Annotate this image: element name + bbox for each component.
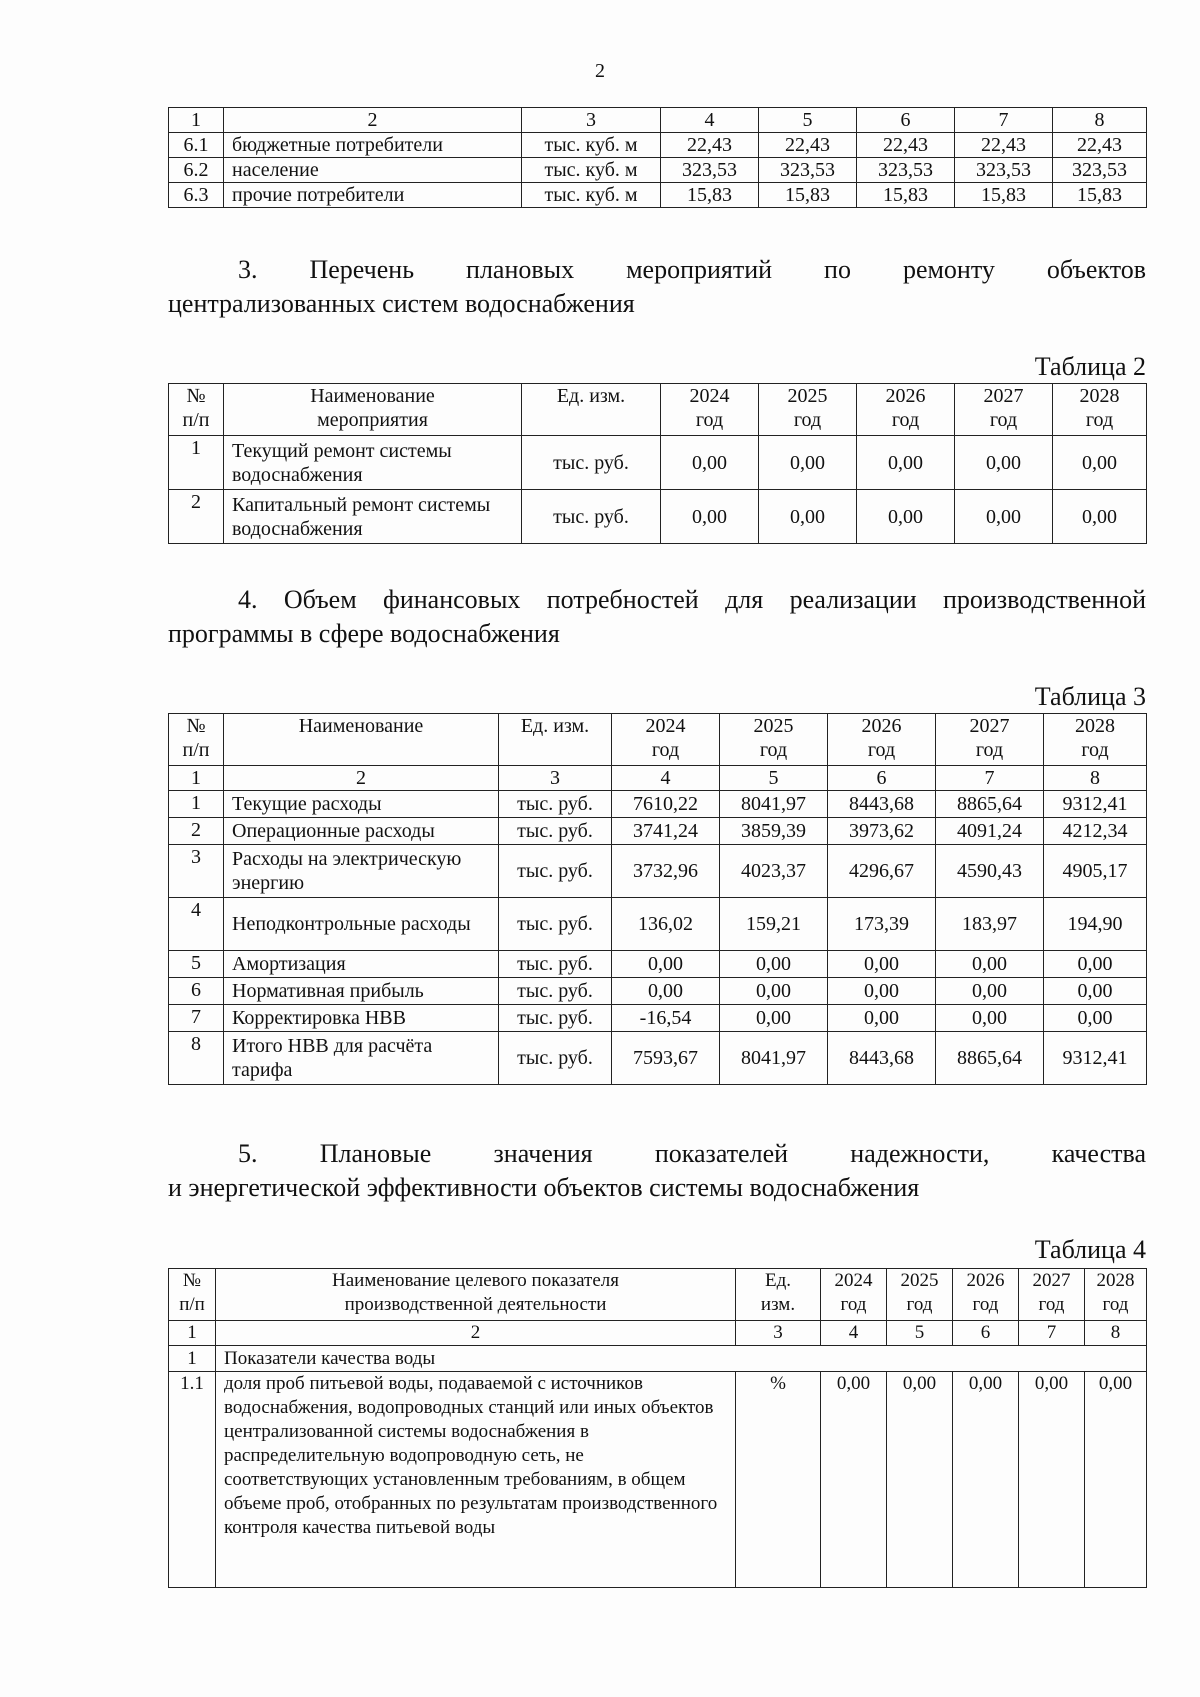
numbering-row [169,1321,1147,1346]
table-cell: 0,00 [887,1372,953,1588]
table-cell: 15,83 [759,183,857,208]
table-cell: 0,00 [955,490,1053,544]
table-cell: 4023,37 [720,845,828,898]
group-row [169,1346,1147,1372]
table-cell: 0,00 [612,978,720,1005]
table-cell: 8865,64 [936,791,1044,818]
table-cell: 0,00 [612,951,720,978]
table-cell: 323,53 [759,158,857,183]
row-name-cell: население [224,158,522,183]
table-cell: 0,00 [1019,1372,1085,1588]
table-cell: 4091,24 [936,818,1044,845]
row-number-cell: 1 [169,791,224,818]
row-name-cell: Текущий ремонт системы водоснабжения [224,436,522,490]
table-cell: 8 [1053,108,1147,133]
table-cell: 0,00 [1044,1005,1147,1032]
table-cell: 3732,96 [612,845,720,898]
header-row [169,714,1147,766]
table-cell: 0,00 [828,951,936,978]
row-number-cell: 2 [169,490,224,544]
row-number-cell: 1 [169,1346,216,1372]
table-cell: % [736,1372,821,1588]
column-header: Ед. изм. [499,714,612,766]
column-header: 2027 год [936,714,1044,766]
table-cell: 4905,17 [1044,845,1147,898]
column-header: 2024 год [612,714,720,766]
table-cell: 0,00 [857,490,955,544]
table-cell: тыс. руб. [499,951,612,978]
table-cell: 0,00 [1053,436,1147,490]
table-cell: 0,00 [661,436,759,490]
column-header: 2024 год [821,1269,887,1321]
table-cell: 8 [1044,766,1147,791]
table-cell: 7610,22 [612,791,720,818]
table-cell: тыс. руб. [499,791,612,818]
column-header: 2025 год [759,384,857,436]
row-number-cell: 7 [169,1005,224,1032]
table-cell: 0,00 [759,490,857,544]
table-cell: 0,00 [720,951,828,978]
table-cell: 3741,24 [612,818,720,845]
table-row [169,183,1147,208]
table-row [169,845,1147,898]
column-header: Ед. изм. [736,1269,821,1321]
table-row [169,818,1147,845]
table-cell: 2 [216,1321,736,1346]
table-cell: 8041,97 [720,1032,828,1085]
section-3-line-2: централизованных систем водоснабжения [168,289,635,318]
table-2 [168,383,1147,544]
section-5-line-2: и энергетической эффективности объектов системы водоснабжения [168,1173,920,1202]
row-name-cell: Амортизация [224,951,499,978]
table-cell: 194,90 [1044,898,1147,951]
table-row [169,951,1147,978]
column-header: 2025 год [887,1269,953,1321]
table-cell: 9312,41 [1044,791,1147,818]
row-number-cell: 6.2 [169,158,224,183]
table-cell: 3973,62 [828,818,936,845]
table-cell: 22,43 [1053,133,1147,158]
column-header: 2026 год [828,714,936,766]
table-row [169,436,1147,490]
row-name-cell: Расходы на электрическую энергию [224,845,499,898]
table-cell: 0,00 [1044,951,1147,978]
table-cell: 5 [720,766,828,791]
table-cell: 3 [499,766,612,791]
row-number-cell: 6.1 [169,133,224,158]
column-header: 2028 год [1044,714,1147,766]
row-number-cell: 8 [169,1032,224,1085]
row-number-cell: 1 [169,436,224,490]
table-cell: 15,83 [1053,183,1147,208]
column-header: Наименование мероприятия [224,384,522,436]
table-cell: 0,00 [1044,978,1147,1005]
row-name-cell: Операционные расходы [224,818,499,845]
row-number-cell: 4 [169,898,224,951]
table-1-continued [168,107,1147,208]
table-cell: 7 [1019,1321,1085,1346]
table-cell: 183,97 [936,898,1044,951]
table-cell: тыс. куб. м [522,158,661,183]
table-cell: тыс. куб. м [522,183,661,208]
section-5-line-1: 5. Плановые значения показателей надежности, качества [238,1139,1146,1168]
table-cell: тыс. руб. [499,1005,612,1032]
table-row [169,978,1147,1005]
table-cell: 159,21 [720,898,828,951]
column-header: Наименование [224,714,499,766]
row-name-cell: прочие потребители [224,183,522,208]
numbering-row [169,108,1147,133]
column-header: 2027 год [1019,1269,1085,1321]
row-name-cell: Текущие расходы [224,791,499,818]
table-cell: 136,02 [612,898,720,951]
table-cell: 8443,68 [828,791,936,818]
numbering-row [169,766,1147,791]
row-number-cell: 1 [169,766,224,791]
table-row [169,898,1147,951]
table-cell: 4296,67 [828,845,936,898]
table-cell: 4590,43 [936,845,1044,898]
table-cell: 0,00 [720,978,828,1005]
table-cell: 3859,39 [720,818,828,845]
header-row [169,384,1147,436]
row-name-cell: Капитальный ремонт системы водоснабжения [224,490,522,544]
column-header: 2026 год [857,384,955,436]
table-cell: 15,83 [955,183,1053,208]
table-cell: 7 [955,108,1053,133]
table-2-caption: Таблица 2 [1034,352,1146,381]
row-number-cell: 6.3 [169,183,224,208]
column-header: № п/п [169,384,224,436]
table-row [169,158,1147,183]
column-header: № п/п [169,1269,216,1321]
table-cell: 4212,34 [1044,818,1147,845]
column-header: Наименование целевого показателя производственной деятельности [216,1269,736,1321]
section-4-heading [168,583,1146,651]
row-name-cell: Итого НВВ для расчёта тарифа [224,1032,499,1085]
row-name-cell: бюджетные потребители [224,133,522,158]
group-title-cell: Показатели качества воды [216,1346,1147,1372]
row-number-cell: 6 [169,978,224,1005]
section-3-heading [168,253,1146,321]
table-cell: 0,00 [857,436,955,490]
table-cell: тыс. руб. [499,1032,612,1085]
row-number-cell: 1.1 [169,1372,216,1588]
table-cell: 0,00 [1053,490,1147,544]
table-cell: 22,43 [955,133,1053,158]
table-cell: 0,00 [759,436,857,490]
section-4-line-2: программы в сфере водоснабжения [168,619,560,648]
table-3 [168,713,1147,1085]
row-number-cell: 1 [169,108,224,133]
table-cell: 8041,97 [720,791,828,818]
column-header: 2026 год [953,1269,1019,1321]
table-cell: 4 [661,108,759,133]
row-name-cell: Корректировка НВВ [224,1005,499,1032]
table-cell: тыс. куб. м [522,133,661,158]
table-cell: 22,43 [857,133,955,158]
column-header: № п/п [169,714,224,766]
page-number: 2 [595,60,605,82]
table-cell: 6 [857,108,955,133]
section-4-line-1: 4. Объем финансовых потребностей для реализации производственной [238,585,1146,614]
table-cell: 0,00 [1085,1372,1147,1588]
table-cell: тыс. руб. [522,436,661,490]
table-row [169,1032,1147,1085]
table-cell: 8 [1085,1321,1147,1346]
row-number-cell: 2 [169,818,224,845]
column-header: 2024 год [661,384,759,436]
row-name-cell: Нормативная прибыль [224,978,499,1005]
table-cell: 22,43 [661,133,759,158]
row-number-cell: 1 [169,1321,216,1346]
table-4 [168,1268,1147,1588]
table-cell: 7593,67 [612,1032,720,1085]
table-cell: 5 [887,1321,953,1346]
table-cell: тыс. руб. [499,898,612,951]
table-cell: тыс. руб. [499,818,612,845]
table-cell: 0,00 [828,978,936,1005]
column-header: 2025 год [720,714,828,766]
row-number-cell: 3 [169,845,224,898]
column-header: 2028 год [1085,1269,1147,1321]
table-cell: 323,53 [857,158,955,183]
table-cell: 22,43 [759,133,857,158]
table-cell: 323,53 [1053,158,1147,183]
table-cell: 0,00 [955,436,1053,490]
table-cell: 7 [936,766,1044,791]
table-cell: 0,00 [936,951,1044,978]
column-header: Ед. изм. [522,384,661,436]
row-number-cell: 5 [169,951,224,978]
section-3-line-1: 3. Перечень плановых мероприятий по ремонту объектов [238,255,1146,284]
table-row [169,791,1147,818]
table-3-caption: Таблица 3 [1034,682,1146,711]
table-row [169,1005,1147,1032]
row-name-cell: доля проб питьевой воды, подаваемой с источников водоснабжения, водопроводных станций или иных объектов централизованной системы водоснабжения в распределительную водопроводную сеть, не соответствующих установленным требованиям, в общем объеме проб, отобранных по результатам производственного контроля качества питьевой воды [216,1372,736,1588]
table-cell: 2 [224,766,499,791]
table-cell: 15,83 [661,183,759,208]
table-cell: тыс. руб. [522,490,661,544]
column-header: 2027 год [955,384,1053,436]
table-cell: 323,53 [661,158,759,183]
header-row [169,1269,1147,1321]
table-cell: 0,00 [828,1005,936,1032]
table-cell: 15,83 [857,183,955,208]
table-cell: 8865,64 [936,1032,1044,1085]
table-row [169,1372,1147,1588]
table-cell: 5 [759,108,857,133]
table-cell: 4 [821,1321,887,1346]
column-header: 2028 год [1053,384,1147,436]
table-cell: 6 [828,766,936,791]
table-cell: 0,00 [936,1005,1044,1032]
table-row [169,490,1147,544]
table-cell: 0,00 [720,1005,828,1032]
section-5-heading [168,1137,1146,1205]
table-cell: тыс. руб. [499,978,612,1005]
table-cell: 8443,68 [828,1032,936,1085]
table-cell: 0,00 [953,1372,1019,1588]
table-4-caption: Таблица 4 [1034,1235,1146,1264]
table-cell: 0,00 [661,490,759,544]
table-row [169,133,1147,158]
table-cell: -16,54 [612,1005,720,1032]
table-cell: 0,00 [821,1372,887,1588]
table-cell: тыс. руб. [499,845,612,898]
table-cell: 4 [612,766,720,791]
table-cell: 6 [953,1321,1019,1346]
table-cell: 2 [224,108,522,133]
table-cell: 323,53 [955,158,1053,183]
row-name-cell: Неподконтрольные расходы [224,898,499,951]
table-cell: 0,00 [936,978,1044,1005]
table-cell: 9312,41 [1044,1032,1147,1085]
table-cell: 173,39 [828,898,936,951]
table-cell: 3 [736,1321,821,1346]
table-cell: 3 [522,108,661,133]
